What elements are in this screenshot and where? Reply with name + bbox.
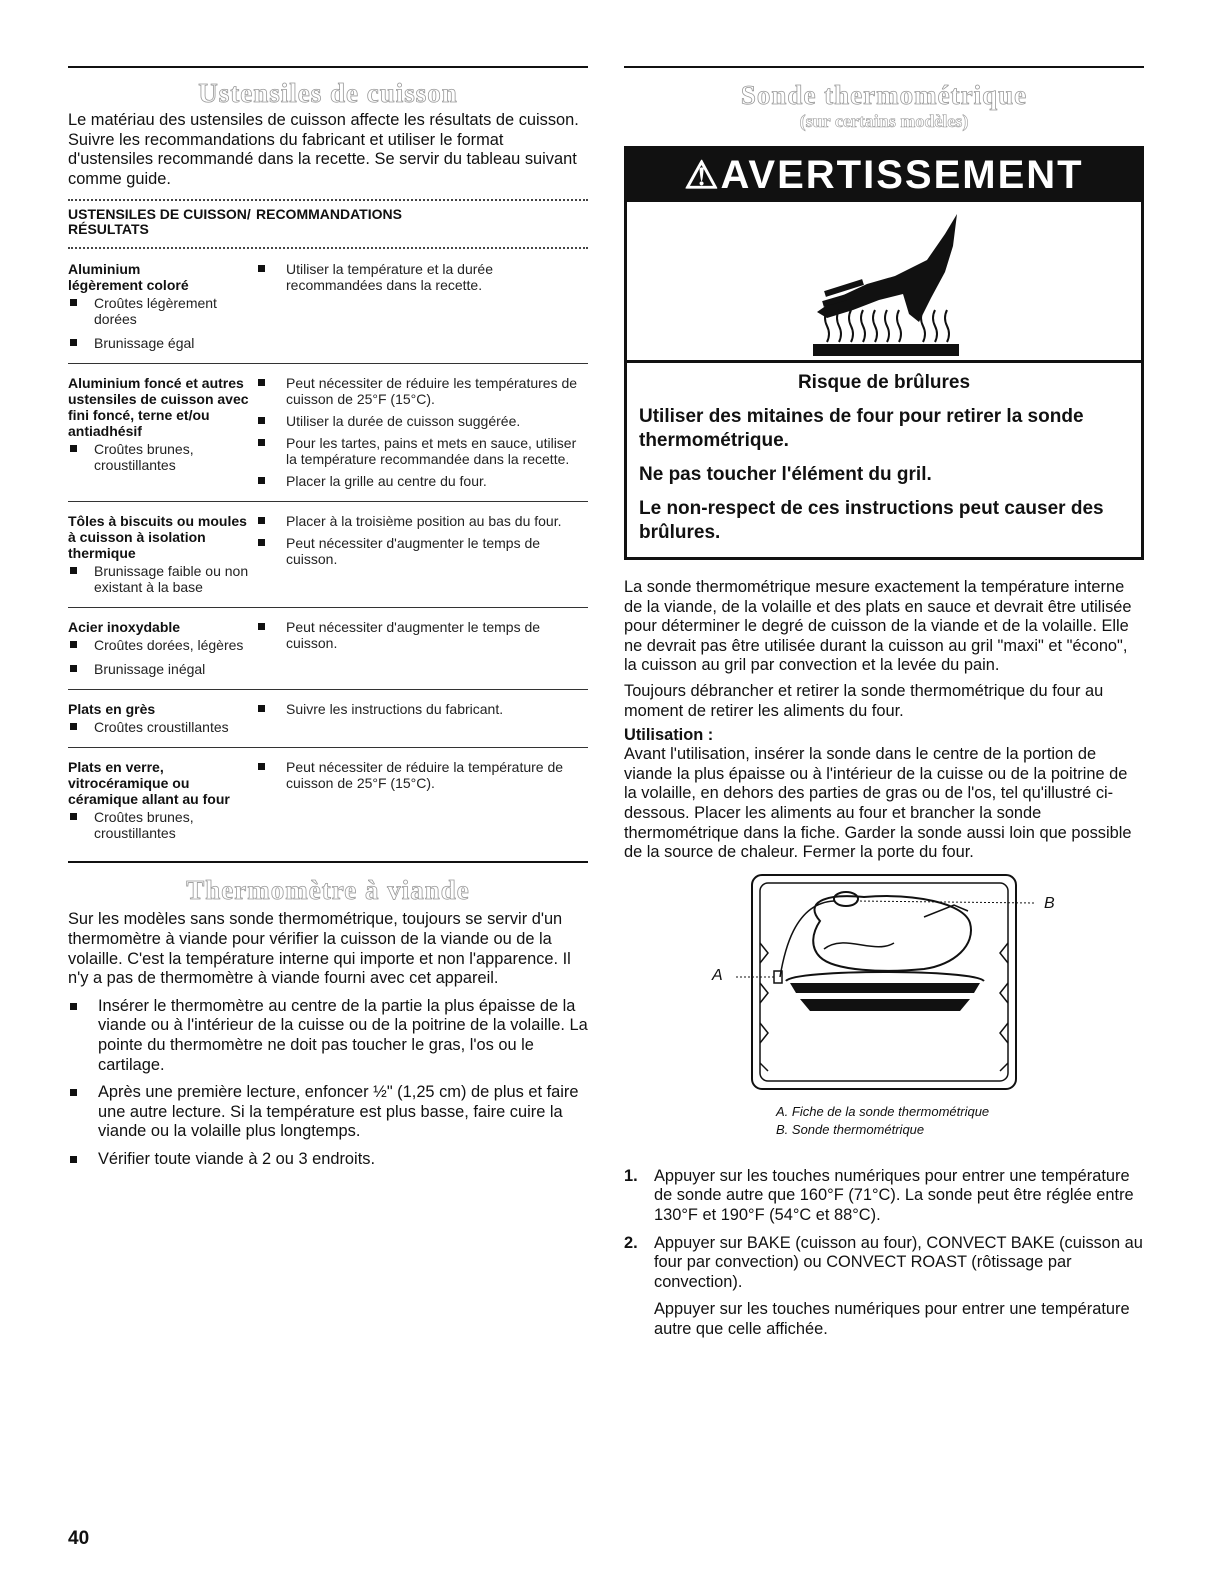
rec-item: Suivre les instructions du fabricant.: [256, 701, 588, 717]
step-2-extra: Appuyer sur les touches numériques pour entrer une température autre que celle affichée.: [654, 1300, 1130, 1338]
oven-figure: [624, 873, 1144, 1149]
left-column: [68, 66, 588, 1170]
probe-para-2: Toujours débrancher et retirer la sonde thermométrique du four au moment de retirer les aliments du four.: [624, 681, 1104, 720]
col2-header: RECOMMANDATIONS: [256, 206, 402, 223]
section-subtitle: (sur certains modèles): [799, 111, 969, 131]
cookware-table: [68, 201, 588, 247]
rec-item: Placer à la troisième position au bas du four.: [256, 513, 588, 529]
warning-line: Ne pas toucher l'élément du gril.: [639, 464, 932, 485]
meat-bullet: Vérifier toute viande à 2 ou 3 endroits.: [68, 1150, 588, 1170]
probe-para-1: La sonde thermométrique mesure exactement la température interne de la viande, de la volaille et des plats en sauce et devrait être utilisée pour déterminer le degré de cuisson de la viande et de la volaille. Elle ne devrait pas être utilisée durant la cuisson au gril "maxi" et "écono", la cuisson au gril par convection et la levée du pain.: [624, 578, 1132, 675]
result-item: Brunissage égal: [68, 335, 256, 351]
meat-bullet: Après une première lecture, enfoncer ½" (1,25 cm) de plus et faire une autre lecture. Si la température est plus basse, faire cuire la viande ou la volaille plus longtemps.: [68, 1083, 588, 1142]
table-row: [68, 502, 588, 608]
meat-bullet: Insérer le thermomètre au centre de la partie la plus épaisse de la viande ou à l'intérieur de la cuisse ou de la poitrine de la volaille. La pointe du thermomètre ne doit pas toucher le gras, l'os ou le cartilage.: [68, 997, 588, 1075]
meat-thermometer-para: Sur les modèles sans sonde thermométrique, toujours se servir d'un thermomètre à viande pour vérifier la cuisson de la viande ou de la volaille. C'est la température interne qui importe et non l'apparence. Il n'y a pas de thermomètre à viande fourni avec cet appareil.: [68, 910, 571, 988]
table-row: [68, 364, 588, 502]
cookware-intro: Le matériau des ustensiles de cuisson affecte les résultats de cuisson. Suivre les recommandations du fabricant et utiliser le format d'ustensiles recommandé dans la recette. Se servir du tableau suivant comme guide.: [68, 111, 579, 188]
rec-item: Peut nécessiter d'augmenter le temps de cuisson.: [256, 619, 588, 651]
top-rule: [624, 66, 1144, 68]
warning-header: ⚠AVERTISSEMENT: [627, 149, 1141, 202]
step-2: [624, 1234, 1144, 1293]
result-item: Croûtes croustillantes: [68, 719, 256, 735]
table-row: [68, 748, 588, 862]
row-name: Aluminium légèrement coloré: [68, 261, 189, 294]
section-title-probe: Sonde thermométrique: [740, 80, 1028, 110]
row-name: Plats en grès: [68, 701, 156, 718]
row-name: Tôles à biscuits ou moules à cuisson à isolation thermique: [68, 513, 247, 562]
rec-item: Pour les tartes, pains et mets en sauce, utiliser la température recommandée dans la recette.: [256, 435, 588, 467]
figure-caption: [776, 1103, 989, 1139]
usage-para: Avant l'utilisation, insérer la sonde dans le centre de la portion de viande la plus épaisse ou à l'intérieur de la cuisse ou de la poitrine de la volaille, en dehors des parties de gras ou de l'os, tel qu'illustré ci-dessous. Placer les aliments au four et brancher la sonde thermométrique dans la fiche. Garder la sonde aussi loin que possible de la source de chaleur. Fermer la porte du four.: [624, 745, 1132, 862]
rec-item: Placer la grille au centre du four.: [256, 473, 588, 489]
usage-heading: Utilisation :: [624, 726, 714, 745]
cookware-rows: [68, 249, 588, 861]
section-title-cookware: Ustensiles de cuisson: [198, 78, 458, 108]
section-title-meat-thermometer: Thermomètre à viande: [186, 875, 470, 906]
result-item: Brunissage faible ou non existant à la base: [68, 563, 256, 595]
burn-pictogram: [627, 202, 1141, 363]
warning-risk: Risque de brûlures: [797, 372, 971, 393]
step-number: 2.: [624, 1233, 638, 1252]
right-column: [624, 66, 1144, 1339]
warning-line: Utiliser des mitaines de four pour retirer la sonde thermométrique.: [639, 406, 1084, 451]
top-rule: [68, 66, 588, 68]
table-row: [68, 690, 588, 748]
table-row: [68, 608, 588, 690]
table-row: [68, 249, 588, 364]
row-name: Acier inoxydable: [68, 619, 181, 636]
result-item: Croûtes brunes, croustillantes: [68, 441, 256, 473]
warning-box: [624, 146, 1144, 560]
hand-heat-icon: [627, 202, 1141, 360]
col1-header: USTENSILES DE CUISSON/ RÉSULTATS: [68, 206, 251, 238]
row-name: Plats en verre, vitrocéramique ou céramique allant au four: [68, 759, 230, 808]
page-number: 40: [68, 1528, 90, 1549]
result-item: Croûtes dorées, légères: [68, 637, 256, 653]
step-1: [624, 1167, 1144, 1226]
step-text: Appuyer sur BAKE (cuisson au four), CONVECT BAKE (cuisson au four par convection) ou CONVECT ROAST (rôtissage par convection).: [654, 1233, 1143, 1291]
figure-label-b: B: [1044, 894, 1055, 912]
result-item: Croûtes brunes, croustillantes: [68, 809, 256, 841]
step-number: 1.: [624, 1166, 638, 1185]
rec-item: Peut nécessiter d'augmenter le temps de cuisson.: [256, 535, 588, 567]
warning-body: [627, 363, 1141, 557]
oven-probe-illustration: [624, 873, 1144, 1109]
result-item: Brunissage inégal: [68, 661, 256, 677]
rec-item: Utiliser la durée de cuisson suggérée.: [256, 413, 588, 429]
caption-a: A. Fiche de la sonde thermométrique: [776, 1103, 990, 1119]
caption-b: B. Sonde thermométrique: [776, 1121, 925, 1137]
row-name: Aluminium foncé et autres ustensiles de cuisson avec fini foncé, terne et/ou antiadhésif: [68, 375, 249, 440]
rec-item: Utiliser la température et la durée recommandées dans la recette.: [256, 261, 588, 293]
step-text: Appuyer sur les touches numériques pour entrer une température de sonde autre que 160°F (71°C). La sonde peut être réglée entre 130°F et 190°F (54°C et 88°C).: [654, 1166, 1134, 1224]
rec-item: Peut nécessiter de réduire les températures de cuisson de 25°F (15°C).: [256, 375, 588, 407]
warning-triangle-icon: ⚠: [684, 155, 721, 197]
rec-item: Peut nécessiter de réduire la température de cuisson de 25°F (15°C).: [256, 759, 588, 791]
result-item: Croûtes légèrement dorées: [68, 295, 256, 327]
warning-line: Le non-respect de ces instructions peut causer des brûlures.: [639, 498, 1104, 543]
figure-label-a: A: [712, 966, 723, 984]
section-rule: [68, 861, 588, 863]
